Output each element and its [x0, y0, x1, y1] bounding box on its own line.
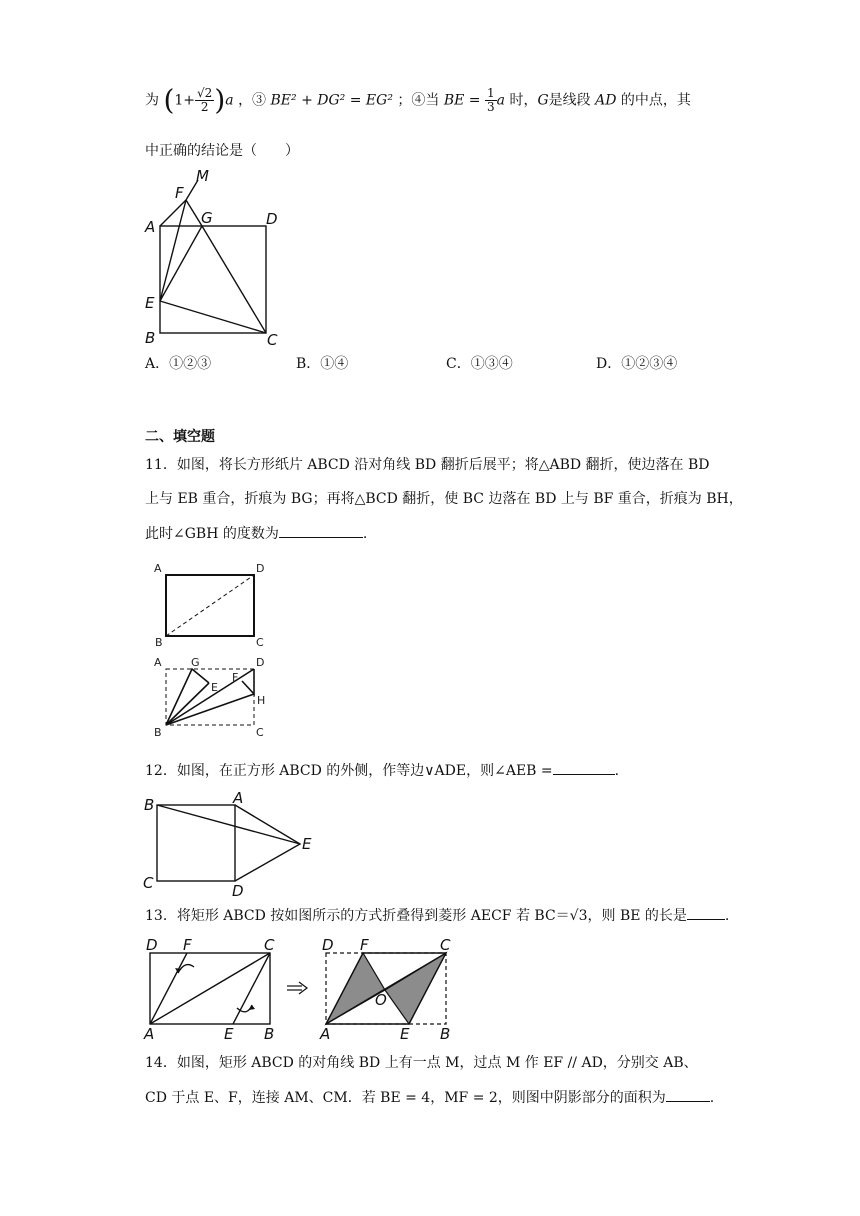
- q10-be-eq: BE =: [443, 92, 481, 109]
- q11-fig1-diagonal: [166, 575, 254, 636]
- q10-text-shi: 时，: [509, 92, 538, 109]
- q11-fig2-label-e: E: [211, 681, 218, 694]
- q11-fig1-label-a: A: [154, 562, 162, 575]
- q13-line1-end: .: [724, 908, 730, 924]
- q12-label-c: C: [143, 874, 154, 892]
- q11-fig2-label-d: D: [256, 656, 265, 669]
- q10-g: G: [537, 92, 549, 109]
- q12-line1-end: .: [614, 763, 620, 779]
- q13-right-label-o: O: [375, 991, 387, 1009]
- q10-text-wei: 为: [145, 92, 159, 109]
- q13-left-label-c: C: [264, 936, 275, 954]
- q13-right-label-c: C: [440, 936, 451, 954]
- q13-left-label-a: A: [144, 1025, 155, 1043]
- q11-fig2-seg-bh: [166, 694, 254, 725]
- q12-line1: [145, 760, 619, 781]
- q10-label-c: C: [267, 331, 278, 349]
- q13-right-label-d: D: [322, 936, 334, 954]
- q10-figure: [140, 168, 300, 348]
- q13-right-label-e: E: [400, 1025, 410, 1043]
- q10-option-a[interactable]: A．①②③: [145, 356, 212, 372]
- q12-line1-text: 12．如图，在正方形 ABCD 的外侧，作等边∨ADE，则∠AEB =: [145, 763, 553, 779]
- q13-left-label-f: F: [183, 936, 192, 954]
- q14-line2-end: .: [709, 1090, 715, 1106]
- q10-expr-a: a: [225, 92, 234, 109]
- q10-label-g: G: [201, 209, 213, 227]
- q10-text-midpoint: 的中点，其: [620, 92, 691, 109]
- q10-one-third-num: 1: [487, 86, 495, 100]
- q11-fig1-label-b: B: [155, 636, 163, 649]
- q11-fig2-label-f: F: [232, 671, 239, 684]
- q13-line1-text: 13．将矩形 ABCD 按如图所示的方式折叠得到菱形 AECF 若 BC＝√3，则 BE 的长是: [145, 908, 687, 924]
- q10-seg-ef: [160, 200, 186, 301]
- q13-arrowhead-bottom: [249, 1005, 255, 1010]
- q13-figure: [140, 935, 470, 1043]
- q13-right-shaded-left: [326, 953, 385, 1024]
- q10-text-4: ；④当: [397, 92, 440, 109]
- q11-line2: 上与 EB 重合，折痕为 BG；再将△BCD 翻折，使 BC 边落在 BD 上与 BF 重合，折痕为 BH，: [145, 491, 743, 507]
- q11-fig2-label-g: G: [191, 656, 200, 669]
- q10-line2: 中正确的结论是（ ）: [145, 143, 299, 159]
- q12-label-a: A: [233, 789, 244, 807]
- q11-fig2-label-c: C: [256, 726, 264, 739]
- q10-one-third-a: a: [496, 92, 505, 109]
- q13-transform-arrow: [287, 982, 307, 994]
- q10-label-b: B: [145, 329, 156, 347]
- q10-label-e: E: [145, 294, 155, 312]
- q10-text-segment: 是线段: [548, 92, 591, 109]
- q12-seg-be: [157, 805, 300, 844]
- q10-equation-3: BE² + DG² = EG²: [270, 92, 393, 109]
- q13-right-shaded-right: [385, 953, 446, 1024]
- q11-figures: [150, 560, 280, 740]
- q10-seg-eg: [160, 226, 202, 301]
- q13-right-label-f: F: [360, 936, 369, 954]
- q13-left-label-e: E: [224, 1025, 234, 1043]
- q11-fig2-seg-be: [166, 683, 209, 725]
- q11-line3: [145, 523, 367, 544]
- q10-option-c[interactable]: C．①③④: [446, 356, 513, 372]
- q10-line1: [145, 83, 691, 117]
- q12-label-b: B: [144, 796, 155, 814]
- q13-right-label-b: B: [440, 1025, 451, 1043]
- q11-line3-text: 此时∠GBH 的度数为: [145, 526, 279, 542]
- q11-line1: 11．如图，将长方形纸片 ABCD 沿对角线 BD 翻折后展平；将△ABD 翻折，使边落在 BD: [145, 457, 710, 473]
- q10-option-d[interactable]: D．①②③④: [596, 356, 678, 372]
- q10-label-d: D: [266, 210, 278, 228]
- q10-expr-frac-den: 2: [200, 100, 209, 114]
- q13-left-label-d: D: [146, 936, 158, 954]
- q11-answer-blank[interactable]: [279, 523, 363, 538]
- q12-label-d: D: [232, 882, 244, 900]
- q14-line2: [145, 1087, 714, 1108]
- q11-fig1-label-c: C: [256, 636, 264, 649]
- q13-right-label-a: A: [320, 1025, 331, 1043]
- q12-square: [157, 805, 235, 881]
- q10-seg-fg: [186, 200, 202, 226]
- q10-one-third-den: 3: [487, 100, 495, 114]
- q10-option-b[interactable]: B．①④: [296, 356, 349, 372]
- q14-line2-text: CD 于点 E、F，连接 AM、CM．若 BE = 4，MF = 2，则图中阴影部分的面积为: [145, 1090, 666, 1106]
- q10-paren-close: ): [214, 83, 226, 117]
- q12-triangle-sides: [235, 805, 300, 881]
- q12-answer-blank[interactable]: [553, 760, 615, 775]
- q11-fig2-label-h: H: [257, 694, 266, 707]
- q14-line1: 14．如图，矩形 ABCD 的对角线 BD 上有一点 M，过点 M 作 EF // AD，分别交 AB、: [145, 1055, 698, 1071]
- q10-expr-frac-num: √2: [197, 86, 213, 100]
- q12-label-e: E: [302, 835, 312, 853]
- q10-label-a: A: [145, 218, 156, 236]
- q11-line3-end: .: [362, 526, 368, 542]
- q10-label-m: M: [196, 167, 209, 185]
- q12-figure: [140, 788, 325, 898]
- q13-left-label-b: B: [264, 1025, 275, 1043]
- q10-paren-open: (: [163, 83, 175, 117]
- q11-fig1-label-d: D: [256, 562, 265, 575]
- q13-answer-blank[interactable]: [687, 905, 725, 920]
- q10-text-3: ，③: [238, 92, 267, 109]
- q11-fig2-label-b: B: [154, 726, 162, 739]
- q11-fig2-label-a: A: [154, 656, 162, 669]
- q10-expr-frac: [195, 87, 214, 114]
- q13-line1: [145, 905, 729, 926]
- q10-ad: AD: [595, 92, 617, 109]
- section-title-fill-in: 二、填空题: [145, 429, 215, 445]
- q10-label-f: F: [175, 184, 184, 202]
- q10-expr-one: 1+: [174, 92, 196, 109]
- q14-answer-blank[interactable]: [666, 1087, 710, 1102]
- q10-one-third: [485, 87, 497, 114]
